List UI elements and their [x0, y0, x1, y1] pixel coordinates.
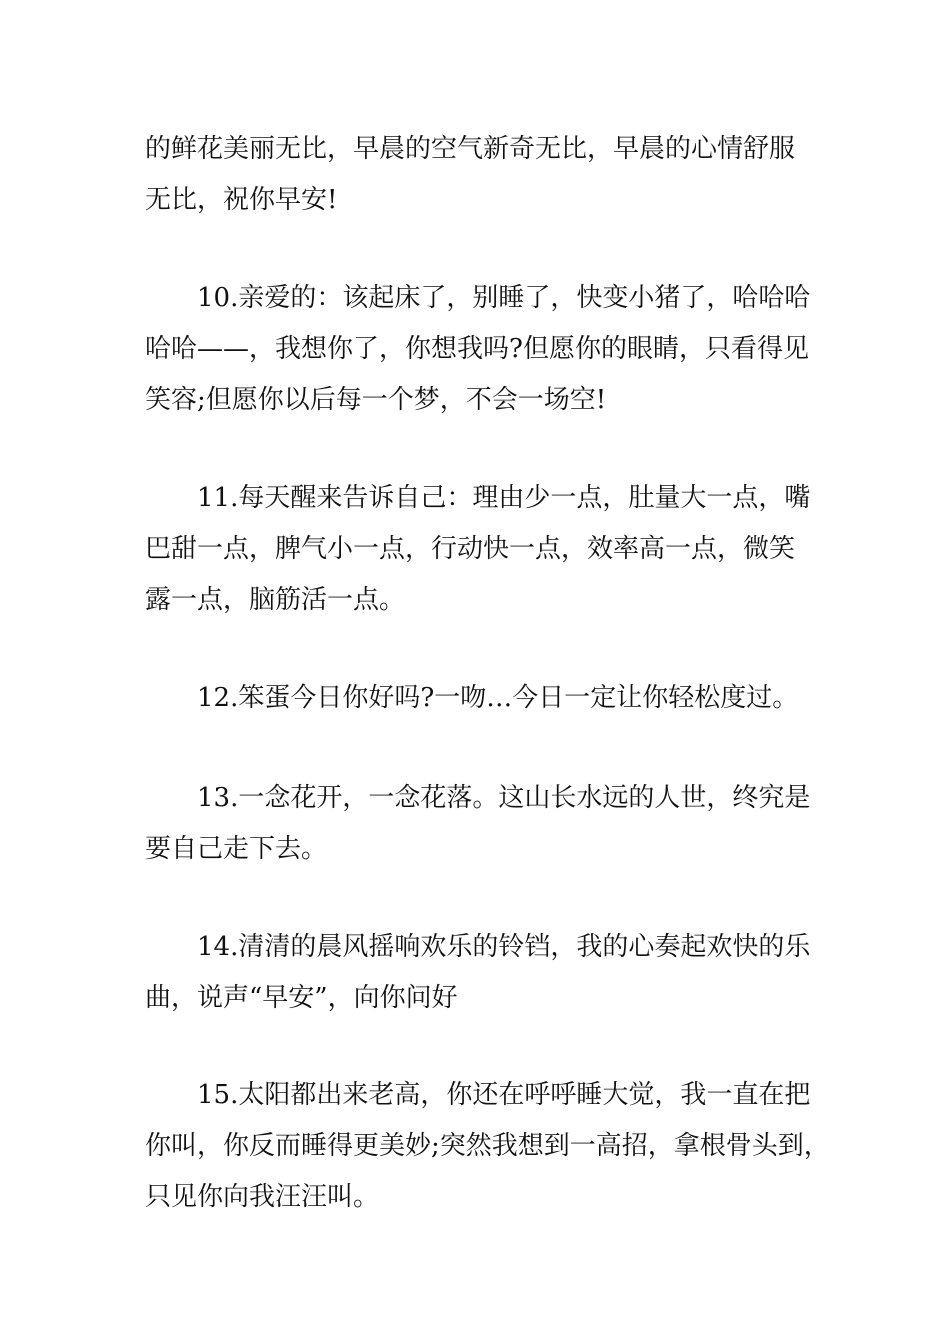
text-line: 笑容;但愿你以后每一个梦，不会一场空!	[145, 385, 607, 415]
paragraph-15	[145, 1070, 830, 1223]
text-line: 你叫，你反而睡得更美妙;突然我想到一高招，拿根骨头到，	[145, 1131, 830, 1161]
text-line: 10.亲爱的：该起床了，别睡了，快变小猪了，哈哈哈	[197, 283, 811, 313]
text-line: 露一点，脑筋活一点。	[145, 585, 406, 615]
paragraph-12	[145, 673, 825, 724]
paragraph-13	[145, 773, 825, 875]
paragraph-14	[145, 922, 825, 1024]
text-line: 12.笨蛋今日你好吗?一吻…今日一定让你轻松度过。	[197, 683, 799, 713]
text-line: 要自己走下去。	[145, 834, 328, 864]
text-line: 无比，祝你早安!	[145, 185, 338, 215]
text-line: 只见你向我汪汪叫。	[145, 1182, 380, 1212]
text-line: 曲，说声“早安”，向你问好	[145, 983, 458, 1013]
text-line: 11.每天醒来告诉自己：理由少一点，肚量大一点，嘴	[197, 483, 811, 513]
text-line: 巴甜一点，脾气小一点，行动快一点，效率高一点，微笑	[145, 534, 796, 564]
paragraph-10	[145, 273, 825, 426]
text-line: 哈哈——，我想你了，你想我吗?但愿你的眼睛，只看得见	[145, 334, 809, 364]
text-line: 的鲜花美丽无比，早晨的空气新奇无比，早晨的心情舒服	[145, 134, 796, 164]
text-line: 14.清清的晨风摇响欢乐的铃铛，我的心奏起欢快的乐	[197, 932, 811, 962]
text-line: 15.太阳都出来老高，你还在呼呼睡大觉，我一直在把	[197, 1080, 811, 1110]
paragraph-9-continuation	[145, 124, 825, 226]
text-line: 13.一念花开，一念花落。这山长水远的人世，终究是	[197, 783, 811, 813]
paragraph-11	[145, 473, 825, 626]
